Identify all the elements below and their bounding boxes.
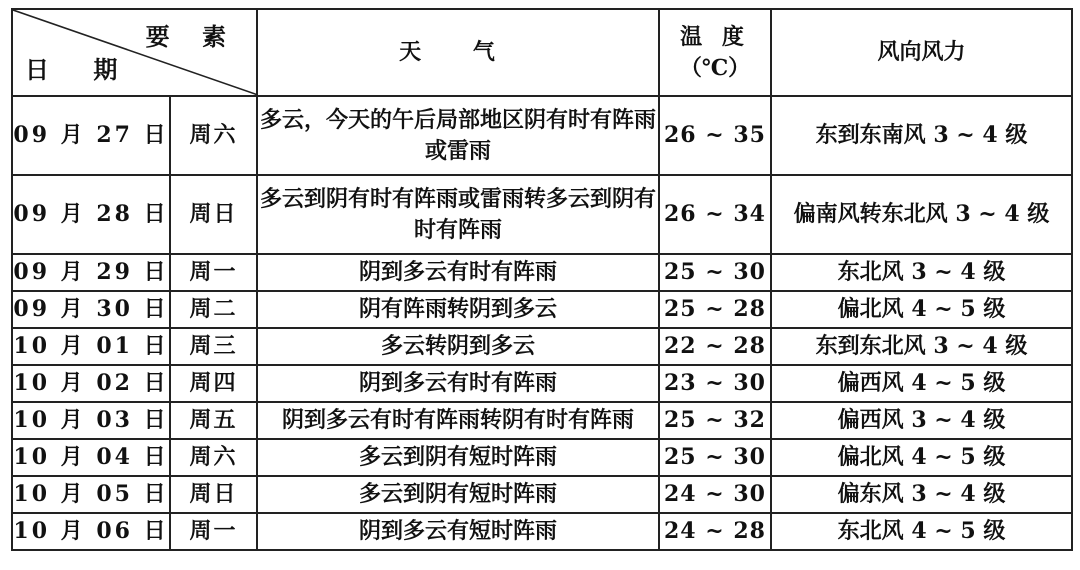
- wind-cell: 东北风 4 ~ 5 级: [771, 513, 1072, 550]
- table-row: [12, 96, 1072, 175]
- date-cell: 10 月 01 日: [12, 328, 170, 365]
- table-row: [12, 365, 1072, 402]
- weather-cell: 阴到多云有时有阵雨转阴有时有阵雨: [257, 402, 659, 439]
- weekday-cell: 周五: [170, 402, 257, 439]
- temperature-cell: 25 ~ 32: [659, 402, 771, 439]
- temperature-cell: 23 ~ 30: [659, 365, 771, 402]
- date-cell: 09 月 27 日: [12, 96, 170, 175]
- table-row: [12, 175, 1072, 254]
- date-cell: 09 月 30 日: [12, 291, 170, 328]
- temperature-cell: 26 ~ 35: [659, 96, 771, 175]
- table-row: [12, 476, 1072, 513]
- date-cell: 10 月 06 日: [12, 513, 170, 550]
- date-cell: 10 月 03 日: [12, 402, 170, 439]
- table-row: [12, 513, 1072, 550]
- wind-cell: 偏东风 3 ~ 4 级: [771, 476, 1072, 513]
- table-row: [12, 402, 1072, 439]
- table-row: [12, 254, 1072, 291]
- weekday-cell: 周日: [170, 476, 257, 513]
- header-wind: 风向风力: [771, 9, 1072, 96]
- weekday-cell: 周三: [170, 328, 257, 365]
- weekday-cell: 周一: [170, 254, 257, 291]
- wind-cell: 偏南风转东北风 3 ~ 4 级: [771, 175, 1072, 254]
- date-cell: 09 月 28 日: [12, 175, 170, 254]
- weather-cell: 多云到阴有短时阵雨: [257, 476, 659, 513]
- wind-cell: 东到东北风 3 ~ 4 级: [771, 328, 1072, 365]
- top-strip: [0, 0, 1080, 6]
- temperature-cell: 24 ~ 28: [659, 513, 771, 550]
- temperature-cell: 25 ~ 30: [659, 439, 771, 476]
- header-row: [12, 9, 1072, 96]
- header-temperature-unit: （℃）: [679, 54, 751, 81]
- header-corner-cell: [12, 9, 257, 96]
- weekday-cell: 周四: [170, 365, 257, 402]
- weekday-cell: 周六: [170, 439, 257, 476]
- date-cell: 10 月 04 日: [12, 439, 170, 476]
- date-cell: 10 月 05 日: [12, 476, 170, 513]
- weather-cell: 阴到多云有短时阵雨: [257, 513, 659, 550]
- weather-cell: 多云转阴到多云: [257, 328, 659, 365]
- temperature-cell: 24 ~ 30: [659, 476, 771, 513]
- weather-cell: 多云到阴有时有阵雨或雷雨转多云到阴有时有阵雨: [257, 175, 659, 254]
- temperature-cell: 26 ~ 34: [659, 175, 771, 254]
- header-weather: 天 气: [257, 9, 659, 96]
- weather-cell: 阴到多云有时有阵雨: [257, 365, 659, 402]
- weekday-cell: 周二: [170, 291, 257, 328]
- wind-cell: 东到东南风 3 ~ 4 级: [771, 96, 1072, 175]
- weather-cell: 阴到多云有时有阵雨: [257, 254, 659, 291]
- temperature-cell: 25 ~ 28: [659, 291, 771, 328]
- weekday-cell: 周日: [170, 175, 257, 254]
- weekday-cell: 周一: [170, 513, 257, 550]
- wind-cell: 东北风 3 ~ 4 级: [771, 254, 1072, 291]
- wind-cell: 偏北风 4 ~ 5 级: [771, 439, 1072, 476]
- header-element-label: 要 素: [145, 22, 238, 51]
- weekday-cell: 周六: [170, 96, 257, 175]
- date-cell: 10 月 02 日: [12, 365, 170, 402]
- header-date-label: 日 期: [25, 55, 136, 85]
- table-row: [12, 439, 1072, 476]
- table-row: [12, 291, 1072, 328]
- table-row: [12, 328, 1072, 365]
- wind-cell: 偏西风 3 ~ 4 级: [771, 402, 1072, 439]
- weather-cell: 阴有阵雨转阴到多云: [257, 291, 659, 328]
- date-cell: 09 月 29 日: [12, 254, 170, 291]
- weather-cell: 多云到阴有短时阵雨: [257, 439, 659, 476]
- temperature-cell: 25 ~ 30: [659, 254, 771, 291]
- wind-cell: 偏北风 4 ~ 5 级: [771, 291, 1072, 328]
- weather-cell: 多云，今天的午后局部地区阴有时有阵雨或雷雨: [257, 96, 659, 175]
- temperature-cell: 22 ~ 28: [659, 328, 771, 365]
- wind-cell: 偏西风 4 ~ 5 级: [771, 365, 1072, 402]
- header-temperature: [659, 9, 771, 96]
- header-temperature-label: 温 度: [680, 23, 750, 50]
- weather-forecast-table: [11, 8, 1073, 551]
